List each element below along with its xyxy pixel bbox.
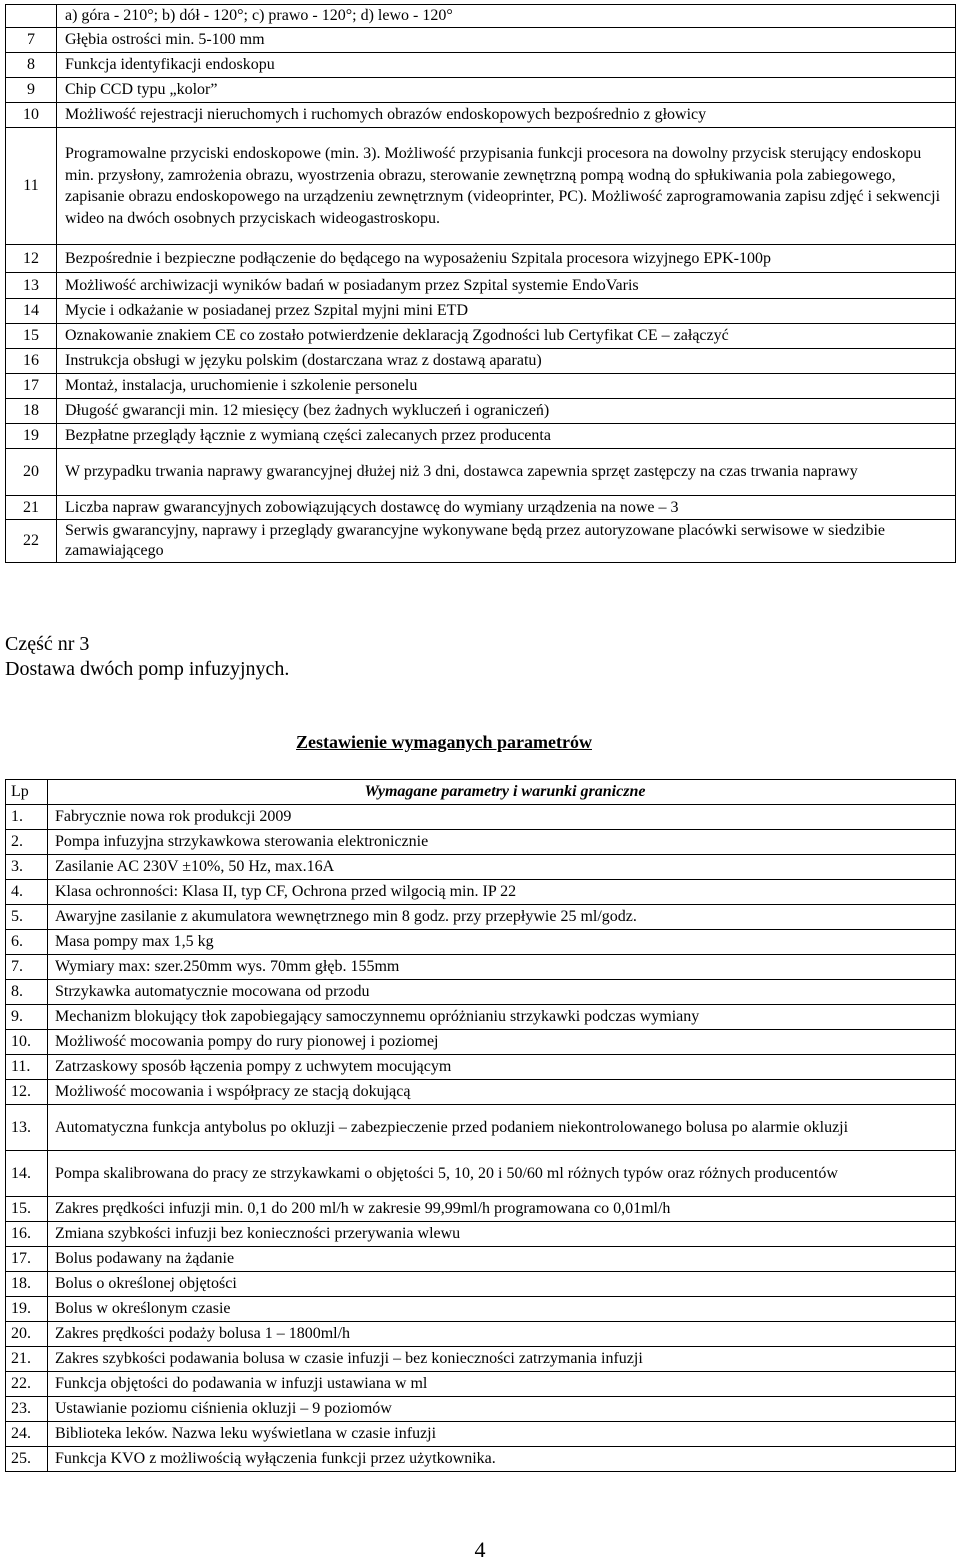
table-row (6, 496, 956, 520)
parameters-heading: Zestawienie wymaganych parametrów (296, 732, 592, 752)
table-row (6, 78, 956, 103)
row-requirement: Liczba napraw gwarancyjnych zobowiązujących dostawcę do wymiany urządzenia na nowe – 3 (57, 496, 956, 520)
header-lp: Lp (6, 780, 48, 805)
row-number: 11. (6, 1055, 48, 1080)
table-row (6, 103, 956, 128)
row-parameter: Bolus w określonym czasie (48, 1297, 956, 1322)
row-number: 5. (6, 905, 48, 930)
row-requirement: Serwis gwarancyjny, naprawy i przeglądy gwarancyjne wykonywane będą przez autoryzowane placówki serwisowe w siedzibie zamawiającego (57, 520, 956, 563)
table-row (6, 1372, 956, 1397)
table-row (6, 53, 956, 78)
row-number: 4. (6, 880, 48, 905)
row-number: 22. (6, 1372, 48, 1397)
table-row (6, 273, 956, 299)
row-number: 14 (6, 299, 57, 324)
row-number: 17 (6, 374, 57, 399)
table-row (6, 1005, 956, 1030)
table-row (6, 880, 956, 905)
row-parameter: Zatrzaskowy sposób łączenia pompy z uchwytem mocującym (48, 1055, 956, 1080)
row-number: 10 (6, 103, 57, 128)
row-number: 23. (6, 1397, 48, 1422)
row-parameter: Zmiana szybkości infuzji bez konieczności przerywania wlewu (48, 1222, 956, 1247)
table-row (6, 930, 956, 955)
row-parameter: Bolus podawany na żądanie (48, 1247, 956, 1272)
row-parameter: Pompa infuzyjna strzykawkowa sterowania elektronicznie (48, 830, 956, 855)
table-row (6, 805, 956, 830)
row-parameter: Możliwość mocowania i współpracy ze stacją dokującą (48, 1080, 956, 1105)
table-row (6, 1247, 956, 1272)
row-number: 7. (6, 955, 48, 980)
table-row (6, 1151, 956, 1197)
row-requirement: Funkcja identyfikacji endoskopu (57, 53, 956, 78)
row-number: 1. (6, 805, 48, 830)
page-number: 4 (474, 1537, 486, 1562)
row-number: 25. (6, 1447, 48, 1472)
row-parameter: Fabrycznie nowa rok produkcji 2009 (48, 805, 956, 830)
row-number: 18. (6, 1272, 48, 1297)
row-number: 2. (6, 830, 48, 855)
row-requirement: Montaż, instalacja, uruchomienie i szkolenie personelu (57, 374, 956, 399)
header-params: Wymagane parametry i warunki graniczne (48, 780, 956, 805)
row-number: 9. (6, 1005, 48, 1030)
table-row (6, 245, 956, 273)
row-parameter: Klasa ochronności: Klasa II, typ CF, Ochrona przed wilgocią min. IP 22 (48, 880, 956, 905)
table-row (6, 520, 956, 563)
row-parameter: Awaryjne zasilanie z akumulatora wewnętrznego min 8 godz. przy przepływie 25 ml/godz. (48, 905, 956, 930)
row-number: 20 (6, 449, 57, 496)
row-requirement: a) góra - 210°; b) dół - 120°; c) prawo - 120°; d) lewo - 120° (57, 5, 956, 28)
row-parameter: Wymiary max: szer.250mm wys. 70mm głęb. 155mm (48, 955, 956, 980)
table-row (6, 1105, 956, 1151)
row-parameter: Funkcja KVO z możliwością wyłączenia funkcji przez użytkownika. (48, 1447, 956, 1472)
row-number: 22 (6, 520, 57, 563)
requirements-table-part2 (5, 4, 956, 563)
row-number: 9 (6, 78, 57, 103)
row-requirement: Głębia ostrości min. 5-100 mm (57, 28, 956, 53)
table-row (6, 1080, 956, 1105)
table-row (6, 1297, 956, 1322)
table-row (6, 1322, 956, 1347)
row-parameter: Mechanizm blokujący tłok zapobiegający samoczynnemu opróżnianiu strzykawki podczas wymiany (48, 1005, 956, 1030)
table-row (6, 424, 956, 449)
row-number: 8 (6, 53, 57, 78)
row-number: 13 (6, 273, 57, 299)
row-number: 21 (6, 496, 57, 520)
row-parameter: Zakres prędkości podaży bolusa 1 – 1800ml/h (48, 1322, 956, 1347)
row-parameter: Możliwość mocowania pompy do rury pionowej i poziomej (48, 1030, 956, 1055)
row-parameter: Bolus o określonej objętości (48, 1272, 956, 1297)
table-row (6, 905, 956, 930)
row-parameter: Funkcja objętości do podawania w infuzji ustawiana w ml (48, 1372, 956, 1397)
row-number: 11 (6, 128, 57, 245)
table-row (6, 1222, 956, 1247)
row-number: 13. (6, 1105, 48, 1151)
row-requirement: Chip CCD typu „kolor” (57, 78, 956, 103)
table-row (6, 1055, 956, 1080)
row-parameter: Ustawianie poziomu ciśnienia okluzji – 9 poziomów (48, 1397, 956, 1422)
requirements-table-part3 (5, 779, 956, 1472)
row-requirement: Instrukcja obsługi w języku polskim (dostarczana wraz z dostawą aparatu) (57, 349, 956, 374)
row-parameter: Pompa skalibrowana do pracy ze strzykawkami o objętości 5, 10, 20 i 50/60 ml różnych typów oraz różnych producentów (48, 1151, 956, 1197)
table-row (6, 1397, 956, 1422)
row-requirement: Mycie i odkażanie w posiadanej przez Szpital myjni mini ETD (57, 299, 956, 324)
section-description: Dostawa dwóch pomp infuzyjnych. (5, 658, 290, 680)
row-number: 15 (6, 324, 57, 349)
table-row (6, 1422, 956, 1447)
table-row (6, 855, 956, 880)
row-parameter: Zakres szybkości podawania bolusa w czasie infuzji – bez konieczności zatrzymania infuzji (48, 1347, 956, 1372)
row-requirement: Bezpłatne przeglądy łącznie z wymianą części zalecanych przez producenta (57, 424, 956, 449)
row-number: 3. (6, 855, 48, 880)
row-number: 16 (6, 349, 57, 374)
row-requirement: Możliwość archiwizacji wyników badań w posiadanym przez Szpital systemie EndoVaris (57, 273, 956, 299)
table-row (6, 5, 956, 28)
row-parameter: Zasilanie AC 230V ±10%, 50 Hz, max.16A (48, 855, 956, 880)
table-header-row (6, 780, 956, 805)
row-number: 14. (6, 1151, 48, 1197)
row-requirement: Programowalne przyciski endoskopowe (min. 3). Możliwość przypisania funkcji procesora na dowolny przycisk sterujący endoskopu min. przysłony, zamrożenia obrazu, wyostrzenia obrazu, sterowanie zewnętrzną pompą wodną do spłukiwania pola zabiegowego, zapisanie obrazu endoskopowego na urządzeniu zewnętrznym (videoprinter, PC). Możliwość zaprogramowania zapisu zdjęć i sekwencji wideo na dwóch osobnych przyciskach wideogastroskopu. (57, 128, 956, 245)
table-row (6, 1197, 956, 1222)
row-parameter: Biblioteka leków. Nazwa leku wyświetlana w czasie infuzji (48, 1422, 956, 1447)
row-number: 6. (6, 930, 48, 955)
row-number: 24. (6, 1422, 48, 1447)
table-row (6, 1272, 956, 1297)
row-number (6, 5, 57, 28)
table-row (6, 128, 956, 245)
row-requirement: W przypadku trwania naprawy gwarancyjnej dłużej niż 3 dni, dostawca zapewnia sprzęt zastępczy na czas trwania naprawy (57, 449, 956, 496)
row-number: 12. (6, 1080, 48, 1105)
row-number: 8. (6, 980, 48, 1005)
table-row (6, 955, 956, 980)
table-row (6, 449, 956, 496)
row-number: 7 (6, 28, 57, 53)
row-number: 16. (6, 1222, 48, 1247)
row-requirement: Bezpośrednie i bezpieczne podłączenie do będącego na wyposażeniu Szpitala procesora wizyjnego EPK-100p (57, 245, 956, 273)
row-number: 18 (6, 399, 57, 424)
row-requirement: Oznakowanie znakiem CE co zostało potwierdzenie deklaracją Zgodności lub Certyfikat CE – załączyć (57, 324, 956, 349)
row-number: 19. (6, 1297, 48, 1322)
table-row (6, 374, 956, 399)
row-number: 10. (6, 1030, 48, 1055)
row-number: 15. (6, 1197, 48, 1222)
table-row (6, 349, 956, 374)
table-row (6, 1347, 956, 1372)
row-requirement: Długość gwarancji min. 12 miesięcy (bez żadnych wykluczeń i ograniczeń) (57, 399, 956, 424)
table-row (6, 1447, 956, 1472)
row-parameter: Masa pompy max 1,5 kg (48, 930, 956, 955)
row-parameter: Zakres prędkości infuzji min. 0,1 do 200 ml/h w zakresie 99,99ml/h programowana co 0,01ml/h (48, 1197, 956, 1222)
row-parameter: Automatyczna funkcja antybolus po okluzji – zabezpieczenie przed podaniem niekontrolowanego bolusa po alarmie okluzji (48, 1105, 956, 1151)
table-row (6, 830, 956, 855)
row-number: 21. (6, 1347, 48, 1372)
section-title (5, 632, 289, 682)
table-row (6, 324, 956, 349)
table-row (6, 299, 956, 324)
row-parameter: Strzykawka automatycznie mocowana od przodu (48, 980, 956, 1005)
table-row (6, 28, 956, 53)
table-row (6, 399, 956, 424)
row-requirement: Możliwość rejestracji nieruchomych i ruchomych obrazów endoskopowych bezpośrednio z głowicy (57, 103, 956, 128)
table-row (6, 980, 956, 1005)
row-number: 19 (6, 424, 57, 449)
table-row (6, 1030, 956, 1055)
section-part-label: Część nr 3 (5, 633, 90, 655)
row-number: 20. (6, 1322, 48, 1347)
row-number: 12 (6, 245, 57, 273)
row-number: 17. (6, 1247, 48, 1272)
